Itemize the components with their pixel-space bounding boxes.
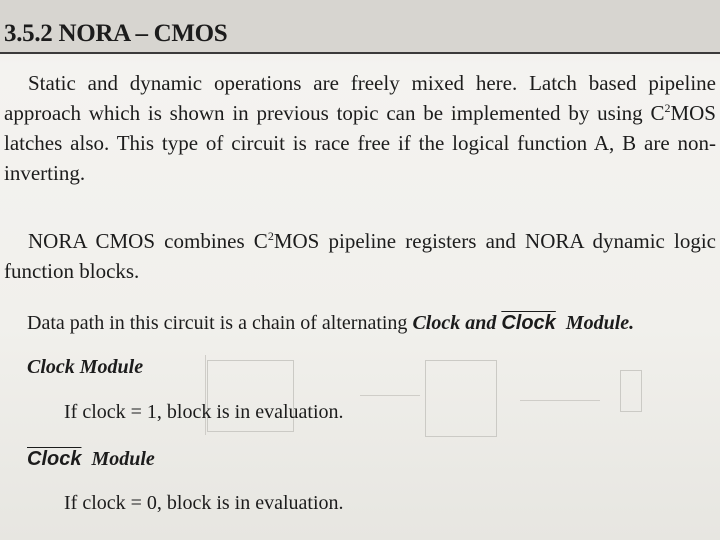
datapath-sentence	[27, 310, 634, 336]
clockbar-module-text: If clock = 0, block is in evaluation.	[64, 492, 344, 514]
paragraph-text: NORA CMOS combines C	[28, 229, 268, 253]
datapath-module: Module.	[565, 312, 635, 334]
section-number: 3.5.2	[4, 20, 53, 47]
datapath-clock-bar: Clock	[501, 312, 556, 334]
paragraph-text: MOS latches also. This type of circuit is race free if the logical function A, B are non-inverting.	[4, 101, 716, 185]
clock-module-heading: Clock Module	[27, 356, 144, 378]
superscript: 2	[664, 101, 671, 115]
paragraph-text: MOS pipeline registers and NORA dynamic logic function blocks.	[4, 229, 716, 283]
clockbar-clock: Clock	[27, 448, 82, 470]
superscript: 2	[267, 229, 274, 243]
paragraph-nora-cmos	[4, 226, 716, 286]
paragraph-text: Static and dynamic operations are freely mixed here. Latch based pipeline approach which is shown in previous topic can be implemented by using C	[4, 71, 716, 125]
section-title-text: NORA – CMOS	[58, 20, 228, 47]
datapath-clock: Clock	[412, 312, 461, 334]
datapath-and: and	[460, 312, 502, 334]
datapath-text: Data path in this circuit is a chain of alternating	[27, 312, 413, 334]
paragraph-static-dynamic	[4, 68, 716, 188]
clockbar-module-heading	[27, 446, 155, 472]
clockbar-module: Module	[91, 448, 155, 470]
clock-module-text: If clock = 1, block is in evaluation.	[64, 401, 344, 423]
